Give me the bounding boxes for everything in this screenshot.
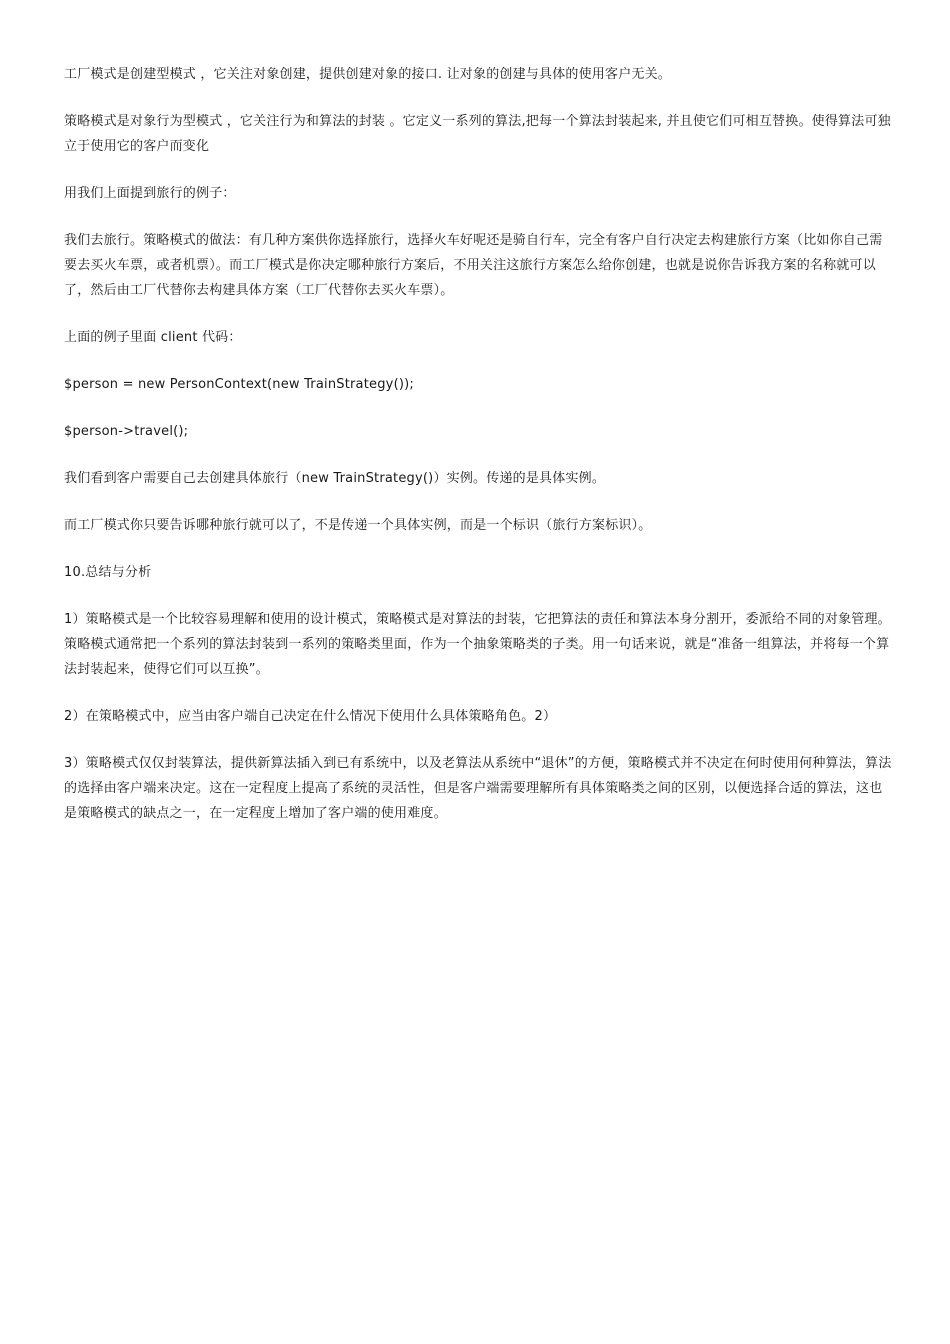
section-heading-summary: 10.总结与分析 (64, 565, 152, 580)
paragraph-strategy-pattern: 策略模式是对象行为型模式 ，它关注行为和算法的封装 。它定义一系列的算法,把每一个算法封装起来, 并且使它们可相互替换。使得算法可独立于使用它的客户而变化 (64, 114, 891, 154)
paragraph-factory-pattern: 工厂模式是创建型模式 ，它关注对象创建，提供创建对象的接口. 让对象的创建与具体的使用客户无关。 (64, 67, 671, 82)
paragraph-client-creates-instance: 我们看到客户需要自己去创建具体旅行（new TrainStrategy()）实例。传递的是具体实例。 (64, 471, 606, 486)
document-page (64, 62, 894, 848)
paragraph-client-code-intro: 上面的例子里面 client 代码： (64, 330, 242, 345)
paragraph-factory-identifier: 而工厂模式你只要告诉哪种旅行就可以了，不是传递一个具体实例，而是一个标识（旅行方案标识）。 (64, 518, 652, 533)
summary-point-2: 2）在策略模式中，应当由客户端自己决定在什么情况下使用什么具体策略角色。2） (64, 709, 557, 724)
paragraph-travel-example: 我们去旅行。策略模式的做法：有几种方案供你选择旅行，选择火车好呢还是骑自行车，完全有客户自行决定去构建旅行方案（比如你自己需要去买火车票，或者机票）。而工厂模式是你决定哪种旅行方案后，不用关注这旅行方案怎么给你创建，也就是说你告诉我方案的名称就可以了，然后由工厂代替你去构建具体方案（工厂代替你去买火车票）。 (64, 233, 883, 298)
summary-point-1: 1）策略模式是一个比较容易理解和使用的设计模式，策略模式是对算法的封装，它把算法的责任和算法本身分割开，委派给不同的对象管理。策略模式通常把一个系列的算法封装到一系列的策略类里面，作为一个抽象策略类的子类。用一句话来说，就是“准备一组算法，并将每一个算法封装起来，使得它们可以互换”。 (64, 612, 891, 677)
summary-point-3: 3）策略模式仅仅封装算法，提供新算法插入到已有系统中，以及老算法从系统中“退休”的方便，策略模式并不决定在何时使用何种算法，算法的选择由客户端来决定。这在一定程度上提高了系统的灵活性，但是客户端需要理解所有具体策略类之间的区别，以便选择合适的算法，这也是策略模式的缺点之一，在一定程度上增加了客户端的使用难度。 (64, 756, 892, 821)
paragraph-travel-intro: 用我们上面提到旅行的例子： (64, 186, 236, 201)
code-line-person-context: $person = new PersonContext(new TrainStrategy()); (64, 377, 414, 392)
code-line-person-travel: $person->travel(); (64, 424, 189, 439)
